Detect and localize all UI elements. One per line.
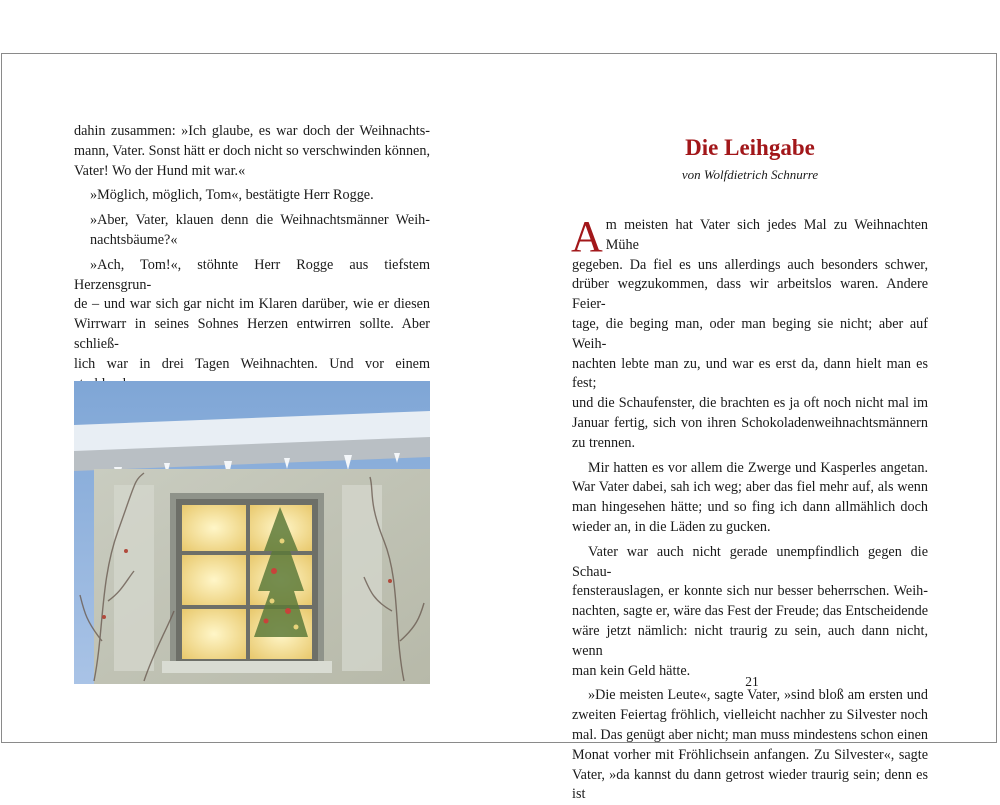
text-line: zu trennen.: [572, 434, 636, 451]
paragraph: [74, 122, 430, 181]
text-line: lich war in drei Tagen Weihnachten. Und vor einem: [74, 355, 430, 372]
text-line: »Aber, Vater, klauen denn die Weihnachtsmänner Weih-: [90, 212, 430, 229]
window-illustration: [74, 381, 430, 684]
drop-cap: A: [571, 212, 603, 261]
text-line: wäre jetzt nämlich: nicht traurig zu sein, auch dann nicht, wenn: [572, 622, 928, 659]
text-line: gegeben. Da fiel es uns allerdings auch besonders schwer,: [572, 256, 928, 273]
page-number: 21: [745, 674, 759, 689]
text-line: und die Schaufenster, die brachten es ja oft noch nicht mal im: [572, 395, 928, 412]
text-line: m meisten hat Vater sich jedes Mal zu Weihnachten Mühe: [605, 217, 928, 253]
paragraph: [572, 459, 928, 538]
text-line: Vater! Wo der Hund mit war.«: [74, 162, 246, 179]
text-line: de – und war sich gar nicht im Klaren darüber, wie er diesen: [74, 296, 430, 313]
text-line: Wirrwarr in seines Sohnes Herzen entwirren sollte. Aber schließ-: [74, 316, 430, 352]
text-line: tage, die beging man, oder man beging sie nicht; aber auf Weih-: [572, 315, 928, 352]
text-line: man hingesehen hätte; und so fing ich dann allmählich doch: [572, 499, 928, 516]
text-line: War Vater dabei, sah ich weg; aber das fiel mehr auf, als wenn: [572, 479, 928, 496]
text-line: Januar fertig, sich von ihren Schokoladenweihnachtsmännern: [572, 414, 928, 431]
author-byline: von Wolfdietrich Schnurre: [681, 167, 819, 182]
text-line: drüber wegzukommen, dass wir arbeitslos waren. Andere Feier-: [572, 276, 928, 313]
paragraph: [74, 186, 430, 206]
text-line: wieder an, in die Läden zu gucken.: [572, 518, 771, 535]
paragraph: [571, 212, 928, 454]
text-line: zweiten Feiertag fröhlich, vielleicht nachher zu Silvester noch: [572, 707, 928, 724]
paragraph: [572, 686, 928, 805]
text-line: »Möglich, möglich, Tom«, bestätigte Herr Rogge.: [90, 187, 374, 204]
chapter-title: Die Leihgabe: [685, 135, 815, 160]
text-line: Mir hatten es vor allem die Zwerge und Kasperles angetan.: [588, 459, 928, 476]
text-line: Monat vorher mit Fröhlichsein anfangen. Zu Silvester«, sagte: [572, 746, 928, 763]
text-line: nachten, sagte er, wäre das Fest der Freude; das Entscheidende: [572, 603, 928, 620]
book-spread: [1, 53, 997, 803]
text-line: »Ach, Tom!«, stöhnte Herr Rogge aus tiefstem Herzensgrun-: [74, 256, 430, 293]
text-line: mal. Das genügt aber nicht; man muss mindestens schon einen: [572, 726, 928, 743]
right-page: [572, 134, 928, 805]
text-line: »Die meisten Leute«, sagte Vater, »sind bloß am ersten und: [588, 687, 928, 704]
paragraph: [74, 211, 430, 251]
text-line: dahin zusammen: »Ich glaube, es war doch der Weihnachts-: [74, 123, 430, 139]
text-line: man kein Geld hätte.: [572, 662, 691, 679]
text-line: nachtsbäume?«: [90, 231, 178, 248]
text-line: fensterauslagen, er konnte sich nur besser beherrschen. Weih-: [572, 583, 928, 600]
paragraph: [572, 543, 928, 682]
text-line: Vater war auch nicht gerade unempfindlich gegen die Schau-: [572, 543, 928, 580]
text-line: nachten lebte man zu, und war es erst da, dann hielt man es fest;: [572, 355, 928, 392]
text-line: mann, Vater. Sonst hätt er doch nicht so verschwinden können,: [74, 142, 430, 159]
text-line: Vater, »da kannst du dann getrost wieder traurig sein; denn es ist: [572, 766, 928, 803]
